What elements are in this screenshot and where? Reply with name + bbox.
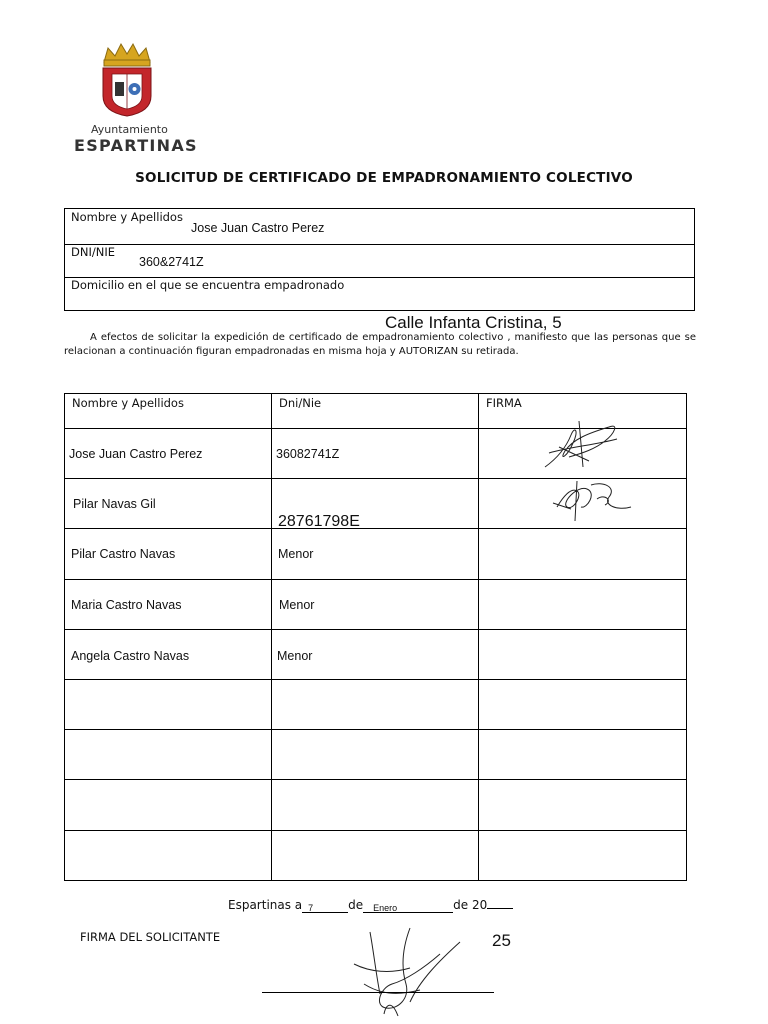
person-dni[interactable]: 36082741Z [276,447,340,461]
day-value: 7 [308,903,314,913]
dni-label: DNI/NIE [71,245,115,259]
de-year-text: de 20 [453,898,488,912]
year-suffix[interactable]: 25 [492,931,511,950]
month-field[interactable] [363,899,453,913]
month-value: Enero [373,903,398,913]
table-row [65,479,687,529]
table-row [65,579,687,629]
person-name[interactable]: Angela Castro Navas [71,648,190,663]
dni-value[interactable]: 360&2741Z [139,255,204,269]
table-row [65,780,687,830]
address-row [65,277,694,310]
person-dni[interactable]: 28761798E [278,513,360,529]
person-name[interactable]: Pilar Navas Gil [73,497,156,512]
table-row [65,830,687,880]
table-row [65,429,687,479]
person-dni[interactable]: Menor [279,597,315,612]
header-name: Nombre y Apellidos [72,396,184,410]
applicant-signature-label: FIRMA DEL SOLICITANTE [80,930,221,944]
handwritten-signature [539,417,629,475]
name-value[interactable]: Jose Juan Castro Perez [191,221,325,235]
person-name[interactable]: Pilar Castro Navas [71,547,176,562]
day-field[interactable] [302,899,348,913]
applicant-box [64,208,695,311]
person-name[interactable]: Jose Juan Castro Perez [69,447,203,461]
header-firma: FIRMA [486,396,522,410]
dni-row [65,244,694,278]
person-name[interactable]: Maria Castro Navas [71,597,182,612]
year-field[interactable] [487,908,513,909]
persons-table [64,393,687,881]
address-value[interactable]: Calle Infanta Cristina, 5 [385,313,562,332]
table-row [65,629,687,679]
table-row [65,679,687,729]
table-row [65,730,687,780]
applicant-signature [340,924,470,1024]
org-small-text: Ayuntamiento [91,123,168,136]
name-row [65,209,694,245]
handwritten-signature [547,477,637,525]
form-title: SOLICITUD DE CERTIFICADO DE EMPADRONAMIENTO COLECTIVO [135,170,633,186]
table-row [65,529,687,579]
coat-of-arms-logo [98,40,156,118]
name-label: Nombre y Apellidos [71,210,183,224]
person-dni[interactable]: Menor [277,648,313,663]
org-name: ESPARTINAS [74,136,198,155]
address-label: Domicilio en el que se encuentra empadronado [71,278,345,292]
date-line [228,898,513,913]
signature-line [262,992,494,993]
declaration-paragraph: A efectos de solicitar la expedición de certificado de empadronamiento colectivo , manifiesto que las personas que se relacionan a continuación figuran empadronadas en misma hoja y AUTORIZAN su retirada. [64,332,696,357]
header-dni: Dni/Nie [279,396,322,410]
person-dni[interactable]: Menor [278,547,314,562]
place-text: Espartinas a [228,898,303,912]
de-text: de [348,898,364,912]
